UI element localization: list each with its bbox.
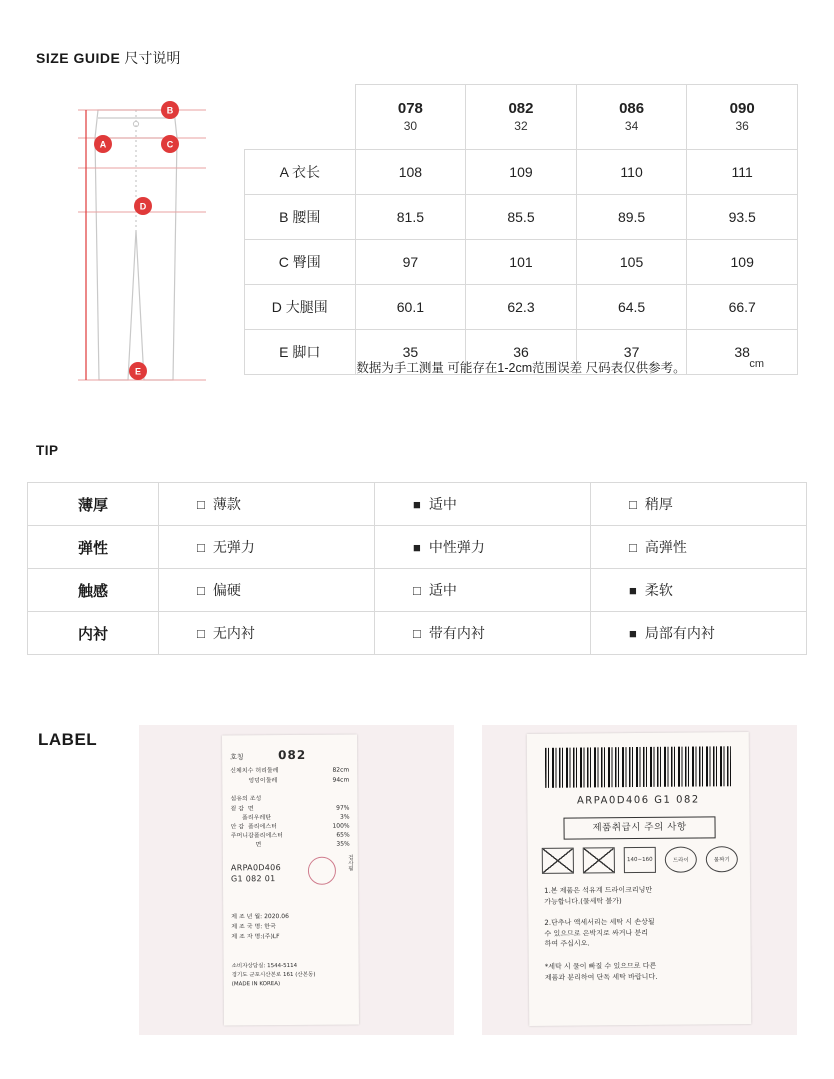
care-tag-left bbox=[222, 735, 359, 1026]
size-guide-heading bbox=[36, 48, 180, 68]
tip-row-label-3: 内衬 bbox=[28, 612, 159, 655]
tag-code-line-1: ARPA0D406 bbox=[230, 863, 281, 873]
label-photo-right bbox=[482, 725, 797, 1035]
checkbox-icon[interactable]: ■ bbox=[629, 626, 637, 641]
size-cell-0-1: 109 bbox=[466, 150, 577, 195]
size-cell-1-3: 93.5 bbox=[687, 195, 798, 240]
size-cell-0-2: 110 bbox=[576, 150, 687, 195]
table-row bbox=[245, 195, 798, 240]
care-note-1: 1.본 제품은 석유계 드라이크리닝만 가능합니다.(물세탁 불가) bbox=[544, 885, 653, 906]
barcode-icon bbox=[545, 746, 731, 788]
tag-made-year: 제 조 년 월: 2020.06 bbox=[231, 913, 289, 921]
tag-comp-row-2-label: 안 감 폴리에스터 bbox=[230, 823, 277, 831]
tag-measure-2-value: 94cm bbox=[332, 776, 350, 784]
tip-option-label: 中性弹力 bbox=[428, 539, 485, 555]
tag-consumer-line-1: 소비자상담실: 1544-5114 bbox=[231, 962, 298, 970]
tag-comp-row-3-pct: 65% bbox=[336, 831, 350, 839]
tag-comp-row-1-label: 폴리우레탄 bbox=[241, 814, 272, 822]
label-heading: LABEL bbox=[38, 730, 98, 749]
size-cell-1-0: 81.5 bbox=[355, 195, 466, 240]
tag-size-value: 082 bbox=[278, 747, 307, 763]
tip-option-2-2[interactable] bbox=[591, 569, 807, 612]
size-table-corner-cell bbox=[245, 85, 356, 150]
care-instructions-title: 제품취급시 주의 사항 bbox=[563, 816, 715, 839]
size-table-container bbox=[244, 84, 798, 375]
tag-composition-header: 섬유의 조성 bbox=[230, 795, 262, 803]
table-row bbox=[28, 483, 807, 526]
care-icon-row bbox=[542, 846, 738, 874]
tag-comp-row-0-pct: 97% bbox=[336, 804, 350, 812]
table-row bbox=[245, 285, 798, 330]
checkbox-icon[interactable]: ■ bbox=[413, 497, 421, 512]
dry-clean-icon: 드라이 bbox=[665, 846, 697, 872]
size-cell-2-2: 105 bbox=[576, 240, 687, 285]
size-cell-0-3: 111 bbox=[687, 150, 798, 195]
tip-option-1-2[interactable] bbox=[591, 526, 807, 569]
size-cell-2-0: 97 bbox=[355, 240, 466, 285]
svg-text:E: E bbox=[134, 366, 142, 377]
tag-code-line-2: G1 082 01 bbox=[230, 874, 276, 884]
size-cell-4-2: 37 bbox=[576, 330, 687, 375]
tag-measure-2-label: 엉덩이둘레 bbox=[248, 777, 278, 785]
tag-consumer-line-3: (MADE IN KOREA) bbox=[231, 981, 281, 988]
tip-option-0-2[interactable] bbox=[591, 483, 807, 526]
tag-made-country: 제 조 국 명: 한국 bbox=[231, 923, 276, 931]
tip-option-label: 稍厚 bbox=[644, 496, 673, 512]
tip-option-label: 高弹性 bbox=[644, 539, 687, 555]
size-column-header-3: 090 36 bbox=[687, 85, 798, 150]
size-cell-3-1: 62.3 bbox=[466, 285, 577, 330]
size-table-note bbox=[244, 358, 798, 376]
barcode-code-text: ARPA0D406 G1 082 bbox=[576, 794, 700, 807]
tip-option-label: 柔软 bbox=[644, 582, 673, 598]
tip-row-label-0: 薄厚 bbox=[28, 483, 159, 526]
tip-option-3-1[interactable] bbox=[375, 612, 591, 655]
checkbox-icon[interactable]: ■ bbox=[629, 583, 637, 598]
size-row-label-2: C 臀围 bbox=[245, 240, 356, 285]
size-guide-heading-en: SIZE GUIDE bbox=[36, 50, 121, 66]
tag-vertical-text: 검사필 bbox=[346, 854, 353, 872]
tip-option-2-1[interactable] bbox=[375, 569, 591, 612]
tag-comp-row-4-label: 면 bbox=[255, 841, 262, 849]
table-row bbox=[28, 526, 807, 569]
size-cell-2-1: 101 bbox=[466, 240, 577, 285]
table-row bbox=[245, 240, 798, 285]
tip-option-label: 偏硬 bbox=[212, 582, 241, 598]
label-photo-group bbox=[139, 725, 797, 1035]
no-machine-wash-icon bbox=[542, 848, 574, 874]
size-cell-4-3: 38 bbox=[687, 330, 798, 375]
tip-option-label: 适中 bbox=[428, 582, 457, 598]
tag-comp-row-4-pct: 35% bbox=[336, 840, 350, 848]
tip-option-label: 无弹力 bbox=[212, 539, 255, 555]
tip-option-3-2[interactable] bbox=[591, 612, 807, 655]
care-note-3: *세탁 시 물이 빠질 수 있으므로 다른 제품과 분리하여 단독 세탁 바랍니다. bbox=[544, 961, 658, 982]
size-note-unit: cm bbox=[749, 358, 764, 370]
tag-size-label: 호칭 bbox=[230, 753, 244, 762]
checkbox-icon[interactable]: □ bbox=[629, 540, 637, 555]
tip-row-label-2: 触感 bbox=[28, 569, 159, 612]
tip-option-label: 薄款 bbox=[212, 496, 241, 512]
svg-text:A: A bbox=[99, 139, 107, 150]
tag-comp-row-3-label: 주머니감폴리에스터 bbox=[230, 832, 283, 840]
tip-option-2-0[interactable] bbox=[159, 569, 375, 612]
tip-option-label: 无内衬 bbox=[212, 625, 255, 641]
table-row bbox=[28, 569, 807, 612]
care-tag-right bbox=[527, 732, 752, 1026]
size-row-label-3: D 大腿围 bbox=[245, 285, 356, 330]
checkbox-icon[interactable]: □ bbox=[197, 583, 205, 598]
tip-heading: TIP bbox=[36, 443, 59, 458]
no-tumble-dry-icon: 물짜기 bbox=[706, 846, 738, 872]
tag-comp-row-2-pct: 100% bbox=[332, 822, 350, 830]
table-row bbox=[28, 612, 807, 655]
tag-consumer-line-2: 경기도 군포시산본로 161 (산본동) bbox=[231, 971, 316, 979]
size-cell-0-0: 108 bbox=[355, 150, 466, 195]
checkbox-icon[interactable]: □ bbox=[413, 626, 421, 641]
tag-maker: 제 조 자 명:(주)LF bbox=[231, 933, 280, 941]
checkbox-icon[interactable]: □ bbox=[197, 626, 205, 641]
size-row-label-4: E 脚口 bbox=[245, 330, 356, 375]
size-table bbox=[244, 84, 798, 375]
tip-row-label-1: 弹性 bbox=[28, 526, 159, 569]
tag-measure-1-value: 82cm bbox=[332, 766, 350, 774]
size-note-text: 数据为手工测量 可能存在1-2cm范围误差 尺码表仅供参考。 bbox=[356, 361, 686, 375]
care-note-2: 2.단추나 액세서리는 세탁 시 손상될 수 있으므로 은박지로 싸거나 분리 하여 주십시오. bbox=[544, 917, 655, 948]
size-column-header-0: 078 30 bbox=[355, 85, 466, 150]
size-cell-4-1: 36 bbox=[466, 330, 577, 375]
tip-option-label: 局部有内衬 bbox=[644, 625, 715, 641]
size-cell-3-0: 60.1 bbox=[355, 285, 466, 330]
size-cell-3-2: 64.5 bbox=[576, 285, 687, 330]
checkbox-icon[interactable]: ■ bbox=[413, 540, 421, 555]
size-row-label-1: B 腰围 bbox=[245, 195, 356, 240]
iron-temp-icon: 140~160 bbox=[624, 847, 656, 873]
tip-option-label: 带有内衬 bbox=[428, 625, 485, 641]
size-cell-2-3: 109 bbox=[687, 240, 798, 285]
size-cell-4-0: 35 bbox=[355, 330, 466, 375]
table-row bbox=[245, 150, 798, 195]
pants-measurement-diagram bbox=[36, 80, 236, 390]
tip-option-label: 适中 bbox=[428, 496, 457, 512]
checkbox-icon[interactable]: □ bbox=[629, 497, 637, 512]
svg-text:C: C bbox=[166, 139, 174, 150]
size-row-label-0: A 衣长 bbox=[245, 150, 356, 195]
label-photo-left bbox=[139, 725, 454, 1035]
size-cell-3-3: 66.7 bbox=[687, 285, 798, 330]
tip-table bbox=[27, 482, 807, 655]
svg-text:D: D bbox=[139, 201, 147, 212]
tag-measure-1-label: 신체치수 허리둘레 bbox=[230, 767, 279, 775]
size-cell-1-1: 85.5 bbox=[466, 195, 577, 240]
tip-option-1-0[interactable] bbox=[159, 526, 375, 569]
tip-option-0-1[interactable] bbox=[375, 483, 591, 526]
svg-text:B: B bbox=[166, 105, 174, 116]
size-guide-heading-cn: 尺寸说明 bbox=[124, 50, 181, 66]
tip-option-0-0[interactable] bbox=[159, 483, 375, 526]
tag-comp-row-0-label: 겉 감 면 bbox=[230, 805, 254, 813]
size-table-header-row bbox=[245, 85, 798, 150]
tip-table-container bbox=[27, 482, 807, 655]
checkbox-icon[interactable]: □ bbox=[197, 497, 205, 512]
no-bleach-icon bbox=[583, 847, 615, 873]
inspection-stamp-icon bbox=[308, 857, 336, 885]
size-column-header-1: 082 32 bbox=[466, 85, 577, 150]
tip-option-3-0[interactable] bbox=[159, 612, 375, 655]
checkbox-icon[interactable]: □ bbox=[413, 583, 421, 598]
tag-comp-row-1-pct: 3% bbox=[340, 813, 350, 821]
size-column-header-2: 086 34 bbox=[576, 85, 687, 150]
size-cell-1-2: 89.5 bbox=[576, 195, 687, 240]
checkbox-icon[interactable]: □ bbox=[197, 540, 205, 555]
tip-option-1-1[interactable] bbox=[375, 526, 591, 569]
